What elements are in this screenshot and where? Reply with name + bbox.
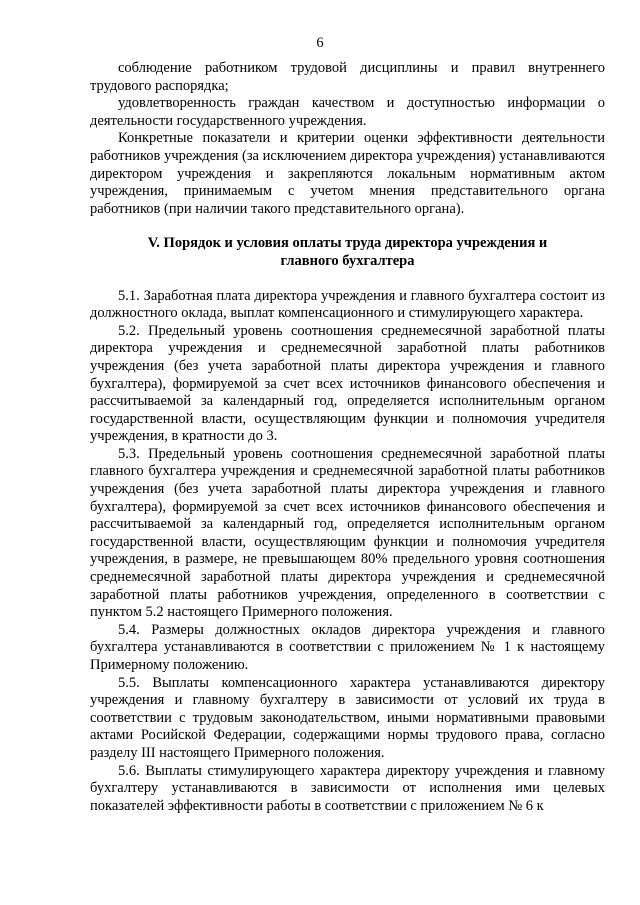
document-body <box>90 60 605 815</box>
paragraph-5-1: 5.1. Заработная плата директора учреждения и главного бухгалтера состоит из должностного оклада, выплат компенсационного и стимулирующего характера. <box>90 287 605 322</box>
paragraph-5-6: 5.6. Выплаты стимулирующего характера директору учреждения и главному бухгалтеру устанавливаются в зависимости от исполнения ими целевых показателей эффективности работы в соответствии с приложением № 6 к <box>90 762 605 814</box>
paragraph-5-4: 5.4. Размеры должностных окладов директора учреждения и главного бухгалтера устанавливаются в соответствии с приложением № 1 к настоящему Примерному положению. <box>90 621 605 673</box>
paragraph-5-5: 5.5. Выплаты компенсационного характера устанавливаются директору учреждения и главному бухгалтеру в зависимости от условий их труда в соответствии с трудовым законодательством, иными нормативными правовыми актами Росийской Федерации, содержащими нормы трудового права, согласно разделу III настоящего Примерного положения. <box>90 674 605 761</box>
paragraph-5-2: 5.2. Предельный уровень соотношения среднемесячной заработной платы директора учреждения и среднемесячной заработной платы работников учреждения (без учета заработной платы директора учреждения и главного бухгалтера), формируемой за счет всех источников финансового обеспечения и рассчитываемой за календарный год, определяется исполнительным органом государственной власти, осуществляющим функции и полномочия учредителя учреждения, в кратности до 3. <box>90 322 605 445</box>
section-heading-line: главного бухгалтера <box>280 252 415 269</box>
paragraph: Конкретные показатели и критерии оценки эффективности деятельности работников учреждения (за исключением директора учреждения) устанавливаются директором учреждения и закрепляются локальным нормативным актом учреждения, принимаемым с учетом мнения представительного органа работников (при наличии такого представительного органа). <box>90 130 605 217</box>
page-number: 6 <box>316 35 324 51</box>
paragraph: соблюдение работником трудовой дисциплины и правил внутреннего трудового распорядка; <box>90 60 605 94</box>
paragraph-5-3: 5.3. Предельный уровень соотношения среднемесячной заработной платы главного бухгалтера учреждения и среднемесячной заработной платы работников учреждения (без учета заработной платы директора учреждения и главного бухгалтера), формируемой за счет всех источников финансового обеспечения и рассчитываемой за календарный год, определяется исполнительным органом государственной власти, осуществляющим функции и полномочия учредителя учреждения, в размере, не превышающем 80% предельного уровня соотношения среднемесячной заработной платы директора учреждения и среднемесячной заработной платы работников учреждения, определенного в соответствии с пунктом 5.2 настоящего Примерного положения. <box>90 445 605 621</box>
section-heading-line: V. Порядок и условия оплаты труда директора учреждения и <box>147 235 548 252</box>
section-heading <box>90 235 605 270</box>
paragraph: удовлетворенность граждан качеством и доступностью информации о деятельности государственного учреждения. <box>90 95 605 129</box>
